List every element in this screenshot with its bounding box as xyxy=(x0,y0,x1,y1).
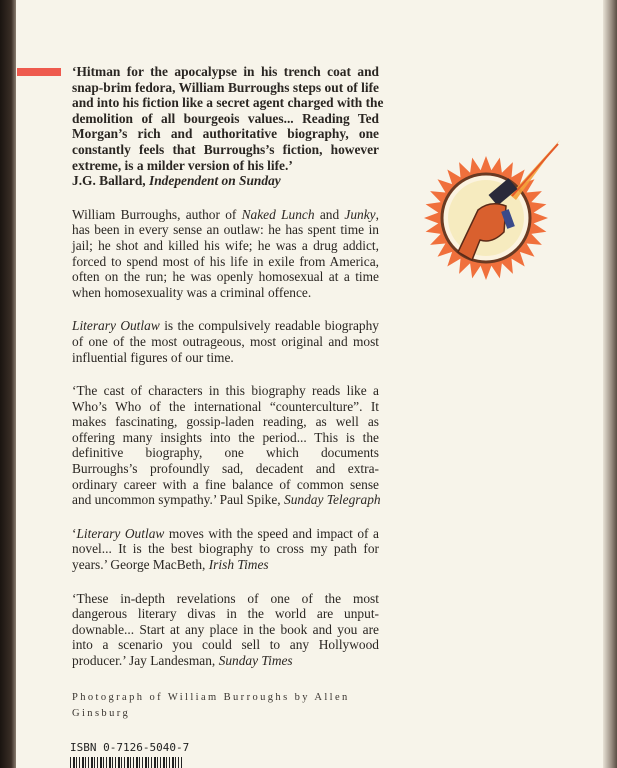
text-segment: extreme, is a milder version of his life.’ xyxy=(72,157,293,173)
text-segment: ordinary career with a fine balance of common sense xyxy=(72,476,379,492)
book-spine-edge xyxy=(0,0,16,768)
back-cover-text xyxy=(72,64,384,687)
text-line xyxy=(72,445,379,461)
text-segment: Morgan’s rich and authoritative biography, one xyxy=(72,126,379,142)
text-segment: ‘The cast of characters in this biography reads like a xyxy=(72,383,379,399)
italic-title: Naked Lunch xyxy=(241,206,315,222)
text-line xyxy=(72,95,384,111)
italic-title: Junky xyxy=(344,206,376,222)
text-segment: Who’s Who of the international “counterculture”. It xyxy=(72,398,379,414)
text-line xyxy=(72,64,379,80)
italic-title: Sunday Telegraph xyxy=(284,492,381,508)
text-segment: , xyxy=(375,206,379,222)
text-line xyxy=(72,526,379,542)
text-line xyxy=(72,414,379,430)
text-line xyxy=(72,158,379,174)
text-segment: William Burroughs, author of xyxy=(72,206,242,222)
text-segment: of one of the most outrageous, most original and most xyxy=(72,333,379,349)
text-segment: moves with the speed and impact of a xyxy=(164,525,379,541)
text-line xyxy=(72,334,379,350)
text-segment: and uncommon sympathy.’ Paul Spike, xyxy=(72,492,284,508)
italic-title: Independent on Sunday xyxy=(149,173,281,189)
text-line xyxy=(72,207,379,223)
text-line xyxy=(72,622,379,638)
text-segment: has been in every sense an outlaw: he has spent time in xyxy=(72,222,379,238)
text-segment: influential figures of our time. xyxy=(72,349,234,365)
text-line xyxy=(72,653,379,669)
text-line xyxy=(72,254,379,270)
text-line xyxy=(72,399,379,415)
text-segment: J.G. Ballard, xyxy=(72,173,150,189)
photo-credit-line: Photograph of William Burroughs by Allen xyxy=(72,692,350,703)
text-segment: and into his fiction like a secret agent charged with the xyxy=(72,95,384,111)
text-segment: constantly feels that Burroughs’s fiction, however xyxy=(72,141,379,157)
text-line xyxy=(72,350,379,366)
text-line xyxy=(72,222,379,238)
italic-title: Sunday Times xyxy=(218,653,293,668)
accent-bar xyxy=(17,68,61,76)
gun-starburst-emblem-icon xyxy=(420,140,570,300)
text-line xyxy=(72,591,379,607)
text-segment: into a scenario you could sell to any Hollywood xyxy=(72,637,379,653)
italic-title: Irish Times xyxy=(208,557,269,573)
text-segment: definitive biography, one which documents xyxy=(72,445,379,461)
text-line xyxy=(72,80,379,96)
text-line xyxy=(72,238,379,254)
photo-credit xyxy=(72,690,350,722)
text-segment: often on the run; he was openly homosexual at a time xyxy=(72,269,379,285)
text-line xyxy=(72,126,379,142)
italic-title: Literary Outlaw xyxy=(72,318,160,334)
page-edge-right xyxy=(603,0,617,768)
text-segment: jail; he shot and killed his wife; he was a drug addict, xyxy=(72,237,379,253)
paragraph xyxy=(72,207,379,301)
paragraph xyxy=(72,591,379,669)
text-line xyxy=(72,285,379,301)
text-line xyxy=(72,173,379,189)
barcode xyxy=(70,757,182,768)
text-segment: Burroughs’s profoundly sad, decadent and extra- xyxy=(72,461,379,477)
text-line xyxy=(72,430,379,446)
text-segment: downable... Start at any place in the book and you are xyxy=(72,621,379,637)
photo-credit-line: Ginsburg xyxy=(72,708,131,719)
text-line xyxy=(72,492,379,508)
text-line xyxy=(72,477,379,493)
text-segment: ‘Hitman for the apocalypse in his trench coat and xyxy=(72,64,379,79)
text-line xyxy=(72,318,379,334)
text-segment: demolition of all bourgeois values... Reading Ted xyxy=(72,110,379,126)
text-line xyxy=(72,111,379,127)
text-segment: makes fascinating, gossip-laden reading, as well as xyxy=(72,414,379,430)
text-line xyxy=(72,541,379,557)
text-segment: offering many insights into the period... This is the xyxy=(72,429,379,445)
paragraph xyxy=(72,318,379,365)
text-line xyxy=(72,383,379,399)
text-line xyxy=(72,606,379,622)
italic-title: Literary Outlaw xyxy=(76,525,165,541)
text-segment: producer.’ Jay Landesman, xyxy=(72,653,219,668)
text-segment: and xyxy=(314,206,345,222)
text-segment: ‘ xyxy=(72,525,77,541)
text-segment: novel... It is the best biography to cross my path for xyxy=(72,541,379,557)
text-segment: dangerous literary divas in the world are unput- xyxy=(72,606,379,622)
text-line xyxy=(72,637,379,653)
text-segment: ‘These in-depth revelations of one of the most xyxy=(72,590,379,606)
text-segment: is the compulsively readable biography xyxy=(159,318,379,334)
text-segment: forced to spend most of his life in exile from America, xyxy=(72,253,379,269)
paragraph xyxy=(72,64,384,189)
text-line xyxy=(72,269,379,285)
text-line xyxy=(72,557,379,573)
text-segment: years.’ George MacBeth, xyxy=(72,557,209,573)
text-line xyxy=(72,461,379,477)
paragraph xyxy=(72,383,379,508)
isbn: ISBN 0-7126-5040-7 xyxy=(70,741,190,754)
text-line xyxy=(72,142,379,158)
text-segment: when homosexuality was a criminal offence. xyxy=(72,284,312,300)
paragraph xyxy=(72,526,379,573)
text-segment: snap-brim fedora, William Burroughs steps out of life xyxy=(72,79,379,95)
